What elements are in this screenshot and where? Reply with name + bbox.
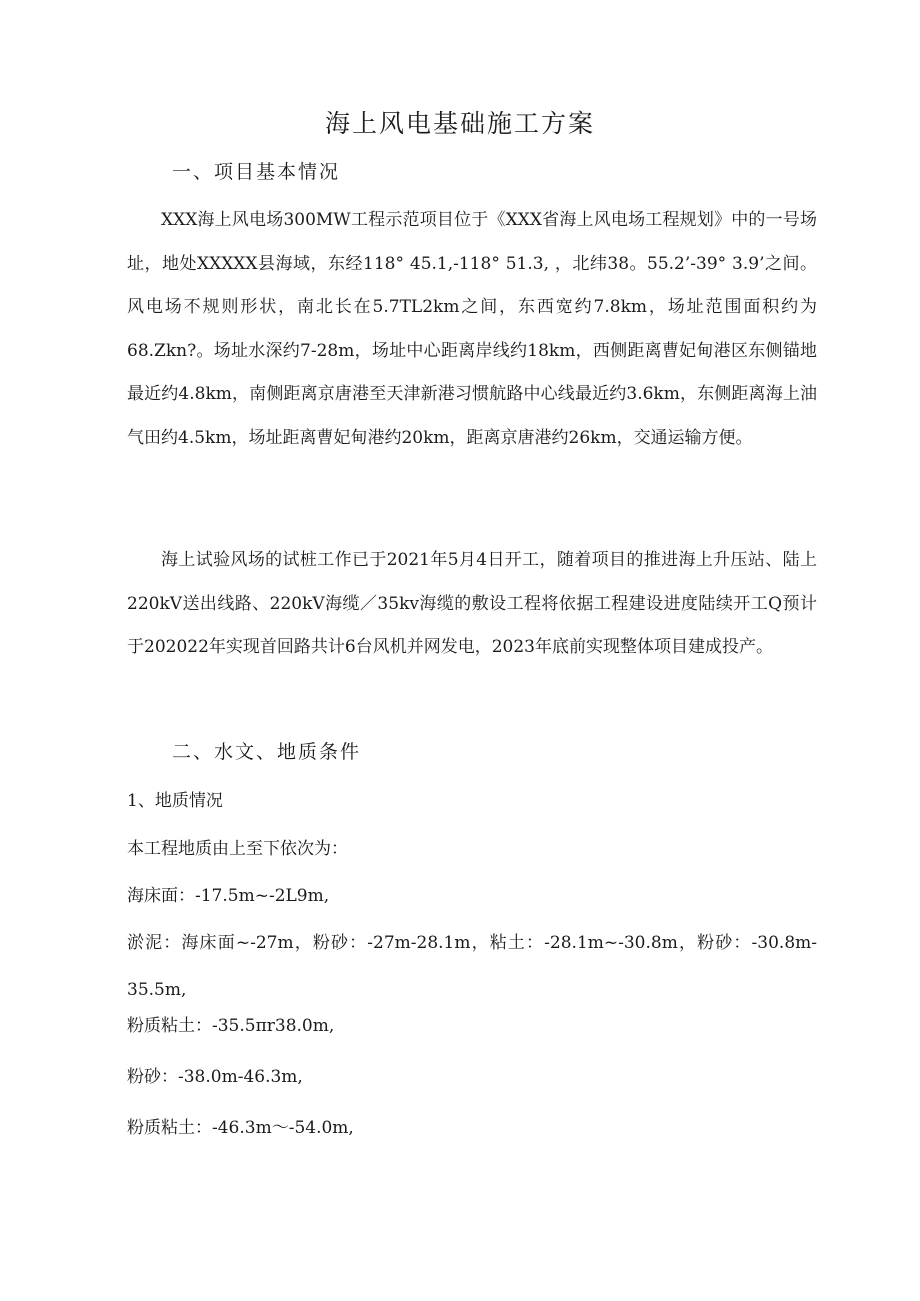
geology-layer-silty-clay-2: 粉质粘土：-46.3m～-54.0m, [127, 1118, 354, 1138]
document-title: 海上风电基础施工方案 [324, 109, 595, 138]
geology-layer-silty-clay-1: 粉质粘土：-35.5πr38.0m, [127, 1016, 335, 1036]
geology-layer-seabed: 海床面：-17.5m~-2L9m, [127, 886, 330, 906]
subsection-heading-geology: 1、地质情况 [127, 791, 223, 811]
geology-layer-silty-sand: 粉砂：-38.0m-46.3m, [127, 1067, 303, 1087]
section-heading-project-overview: 一、项目基本情况 [172, 161, 341, 183]
paragraph-site-description: XXX海上风电场300MW工程示范项目位于《XXX省海上风电场工程规划》中的一号场址，地处XXXXX县海域，东经118° 45.1,-118° 51.3, ，北纬38。55.2’-39° 3.9’之间。风电场不规则形状，南北长在5.7TL2km之间，东西宽约7.8km，场址范围面积约为68.Zkn?。场址水深约7-28m，场址中心距离岸线约18km，西侧距离曹妃甸港区东侧锚地最近约4.8km，南侧距离京唐港至天津新港习惯航路中心线最近约3.6km，东侧距离海上油气田约4.5km，场址距离曹妃甸港约20km，距离京唐港约26km，交通运输方便。 [127, 210, 817, 448]
section-heading-hydro-geology: 二、水文、地质条件 [172, 741, 362, 763]
geology-layer-silt-clay: 淤泥：海床面~-27m，粉砂：-27m-28.1m，粘土：-28.1m~-30.8m，粉砂：-30.8m-35.5m, [127, 933, 817, 1000]
geology-intro-text: 本工程地质由上至下依次为： [127, 839, 348, 859]
paragraph-construction-schedule: 海上试验风场的试桩工作已于2021年5月4日开工，随着项目的推进海上升压站、陆上220kV送出线路、220kV海缆／35kv海缆的敷设工程将依据工程建设进度陆续开工Q预计于202022年实现首回路共计6台风机并网发电，2023年底前实现整体项目建成投产。 [127, 550, 817, 657]
